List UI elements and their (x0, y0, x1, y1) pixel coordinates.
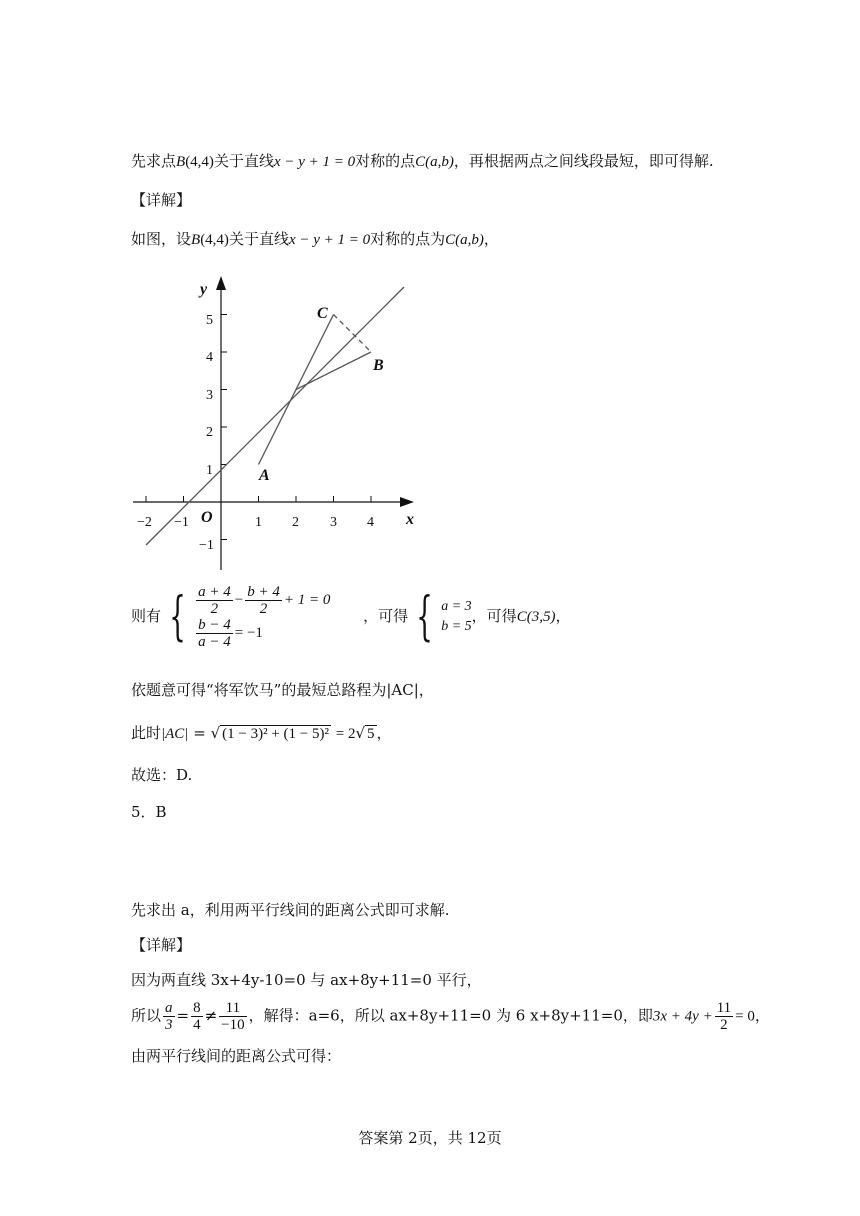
text: = −1 (234, 624, 263, 641)
point-b-label: B (176, 154, 186, 170)
answer-choice: 故选：D. (131, 766, 193, 784)
page-footer: 答案第 2页，共 12页 (358, 1129, 502, 1147)
paragraph-setup (131, 229, 499, 250)
x-tick-label: 1 (255, 515, 262, 530)
x-axis-arrow (400, 497, 414, 507)
origin-label: O (201, 509, 213, 526)
text: = (176, 1006, 190, 1025)
y-tick-label: 5 (206, 313, 213, 328)
paragraph-distance: 此时|AC| = √ (1 − 3)² + (1 − 5)² = 2√ 5 ， (131, 724, 392, 742)
question-number: 5．B (131, 803, 167, 821)
frac-num: 8 (193, 1000, 201, 1016)
frac-den: −10 (221, 1017, 245, 1033)
y-tick-label: 3 (206, 388, 213, 403)
text: 关于直线 (213, 152, 274, 170)
radicand: 5 (367, 726, 375, 742)
paragraph-path: 依题意可得“将军饮马”的最短总路程为|AC|， (131, 681, 434, 699)
solution (441, 597, 471, 637)
coordinate-graph (128, 270, 428, 575)
coord: (4,4) (200, 232, 229, 248)
point-c-result: C(3,5) (516, 609, 556, 625)
brace-symbol: { (169, 587, 186, 647)
paragraph-solve (131, 1000, 770, 1040)
paragraph-parallel: 因为两直线 3x+4y-10=0 与 ax+8y+11=0 平行， (131, 971, 482, 989)
frac-den: 4 (193, 1017, 201, 1033)
text: ， (754, 1006, 770, 1025)
text: ，可得 (363, 607, 409, 625)
frac-num: 11 (716, 1000, 732, 1016)
solution-a: a = 3 (441, 599, 472, 614)
frac-den: 3 (165, 1017, 173, 1033)
text: = (193, 724, 206, 742)
frac-num: b + 4 (247, 584, 280, 600)
point-b-label: B (191, 232, 201, 248)
ac-length: |AC| (161, 726, 189, 742)
solution-b: b = 5 (441, 619, 472, 634)
text: ，解得：a=6，所以 ax+8y+11=0 为 6 x+8y+11=0，即 (248, 1006, 653, 1025)
line-equation: x − y + 1 = 0 (273, 154, 356, 170)
frac-den: 2 (259, 601, 268, 617)
frac-num: b − 4 (198, 617, 231, 633)
x-tick-label: 3 (330, 515, 337, 530)
paragraph-intro (131, 151, 714, 172)
point-c-label: C(a,b) (415, 154, 454, 170)
detail-heading: 【详解】 (131, 936, 192, 954)
frac-den: 2 (210, 601, 219, 617)
x-tick-label: 4 (367, 515, 374, 530)
frac-num: a (165, 1000, 173, 1016)
paragraph-formula: 由两平行线间的距离公式可得： (131, 1047, 342, 1065)
text: 所以 (131, 1006, 162, 1025)
detail-heading: 【详解】 (131, 191, 192, 209)
radicand: (1 − 3)² + (1 − 5)² (222, 726, 329, 742)
x-tick-label: 2 (292, 515, 299, 530)
point-c-label: C (317, 305, 328, 322)
text: 先求点 (131, 152, 177, 170)
frac-num: 11 (219, 1000, 246, 1017)
text: 则有 (131, 607, 162, 625)
text: = 2 (335, 726, 356, 742)
text: ，再根据两点之间线段最短，即可得解. (453, 152, 714, 170)
text: ， (376, 724, 392, 742)
text: = 0 (735, 1008, 755, 1025)
text: ， (483, 230, 499, 248)
equation-system (131, 584, 570, 664)
y-axis-arrow (216, 276, 226, 290)
text: 如图，设 (131, 230, 192, 248)
y-tick-label: 1 (206, 463, 213, 478)
segment-cb-dashed (334, 315, 372, 353)
y-tick-label: −1 (199, 538, 214, 553)
x-tick-label: −2 (137, 515, 152, 530)
y-tick-label: 2 (206, 425, 213, 440)
line-equation: x − y + 1 = 0 (288, 232, 371, 248)
frac-den: a − 4 (198, 634, 231, 650)
text: ≠ (204, 1006, 218, 1025)
brace-symbol: { (416, 587, 433, 647)
text: 对称的点 (355, 152, 416, 170)
system (194, 584, 330, 650)
text: − (234, 591, 244, 608)
text: 对称的点为 (370, 230, 446, 248)
text: ， (555, 607, 571, 625)
y-tick-marks (221, 315, 227, 540)
y-axis-label: y (200, 281, 208, 298)
point-b-label: B (373, 357, 384, 374)
text: + 1 = 0 (283, 591, 331, 608)
point-c-label: C(a,b) (445, 232, 484, 248)
x-tick-marks (146, 496, 371, 502)
frac-den: 2 (720, 1017, 728, 1033)
text: 关于直线 (228, 230, 289, 248)
point-a-label: A (259, 467, 270, 484)
frac-num: a + 4 (198, 584, 231, 600)
text: 此时 (131, 724, 162, 742)
symmetry-line (146, 287, 404, 545)
y-tick-label: 4 (206, 350, 213, 365)
text: ，可得 (471, 607, 517, 625)
x-tick-label: −1 (174, 515, 189, 530)
paragraph-method: 先求出 a，利用两平行线间的距离公式即可求解. (131, 901, 450, 919)
coord: (4,4) (185, 154, 214, 170)
x-axis-label: x (406, 511, 414, 528)
text: 3x + 4y + (652, 1008, 713, 1025)
